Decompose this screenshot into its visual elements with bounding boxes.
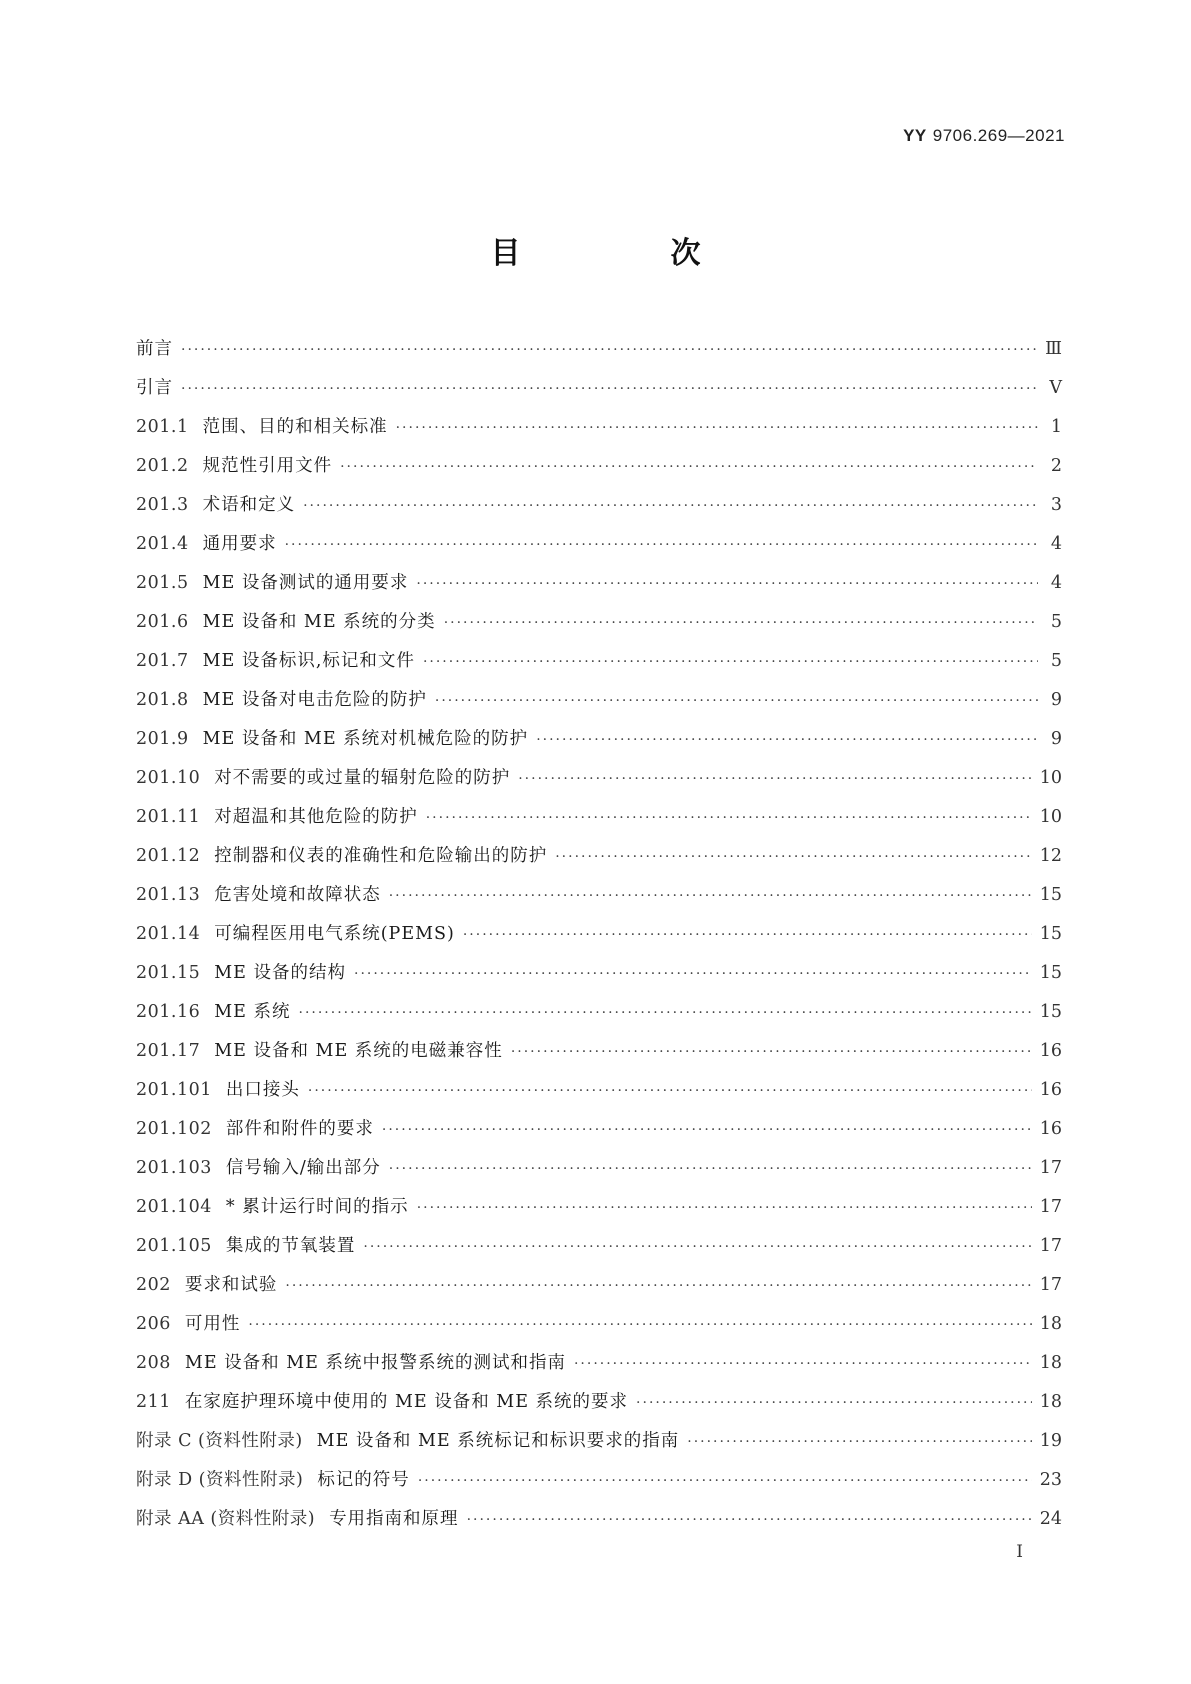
toc-entry-page: 5 [1050, 612, 1062, 632]
toc-entry-number: 201.1 [136, 417, 189, 437]
toc-entry-title: 可用性 [184, 1314, 241, 1334]
dot-leader [467, 1501, 1032, 1540]
dot-leader [285, 1267, 1031, 1306]
toc-entry[interactable] [136, 876, 1062, 915]
toc-entry[interactable] [136, 408, 1062, 447]
dot-leader [574, 1345, 1032, 1384]
dot-leader [340, 448, 1038, 487]
dot-leader [463, 916, 1032, 955]
toc-entry-page: 15 [1039, 885, 1062, 905]
toc-entry[interactable] [136, 1461, 1062, 1500]
dot-leader [536, 721, 1038, 760]
toc-entry[interactable] [136, 369, 1062, 408]
toc-entry-page: 17 [1039, 1275, 1062, 1295]
toc-entry-page: 23 [1039, 1470, 1062, 1490]
toc-entry-number: 201.14 [136, 924, 201, 944]
toc-entry-number: 201.12 [136, 846, 201, 866]
toc-entry-title: ME 设备标识,标记和文件 [202, 651, 415, 671]
toc-entry[interactable] [136, 915, 1062, 954]
toc-entry[interactable] [136, 720, 1062, 759]
dot-leader [444, 604, 1038, 643]
toc-entry-number: 208 [136, 1353, 171, 1373]
toc-entry[interactable] [136, 1032, 1062, 1071]
toc-entry-title: 标记的符号 [317, 1470, 410, 1490]
toc-entry[interactable] [136, 603, 1062, 642]
toc-entry-title: ME 系统 [214, 1002, 291, 1022]
table-of-contents [136, 330, 1062, 1539]
toc-entry-page: 18 [1039, 1314, 1062, 1334]
dot-leader [363, 1228, 1031, 1267]
toc-entry-page: 15 [1039, 963, 1062, 983]
toc-entry-title: 前言 [136, 339, 173, 359]
toc-entry-title: ME 设备和 ME 系统的电磁兼容性 [214, 1041, 503, 1061]
toc-entry[interactable] [136, 1500, 1062, 1539]
dot-leader [181, 331, 1037, 370]
toc-entry[interactable] [136, 1188, 1062, 1227]
toc-entry-page: 4 [1050, 573, 1062, 593]
toc-entry-title: ME 设备对电击危险的防护 [202, 690, 427, 710]
toc-entry[interactable] [136, 1266, 1062, 1305]
toc-entry-page: Ⅴ [1049, 378, 1062, 398]
toc-entry-title: 危害处境和故障状态 [214, 885, 381, 905]
dot-leader [435, 682, 1038, 721]
toc-entry-number: 附录 C (资料性附录) [136, 1431, 303, 1451]
toc-entry-page: 2 [1050, 456, 1062, 476]
toc-entry-number: 201.17 [136, 1041, 201, 1061]
toc-entry[interactable] [136, 1344, 1062, 1383]
toc-entry-number: 201.5 [136, 573, 189, 593]
toc-entry[interactable] [136, 330, 1062, 369]
toc-entry-title: 范围、目的和相关标准 [202, 417, 388, 437]
toc-entry-page: 1 [1050, 417, 1062, 437]
toc-entry-page: 3 [1050, 495, 1062, 515]
dot-leader [181, 370, 1038, 409]
toc-entry[interactable] [136, 759, 1062, 798]
toc-entry-page: 9 [1050, 729, 1062, 749]
toc-entry[interactable] [136, 993, 1062, 1032]
dot-leader [285, 526, 1038, 565]
toc-entry[interactable] [136, 525, 1062, 564]
toc-entry-title: ME 设备的结构 [214, 963, 346, 983]
toc-entry[interactable] [136, 1227, 1062, 1266]
toc-entry[interactable] [136, 1305, 1062, 1344]
toc-entry[interactable] [136, 1149, 1062, 1188]
toc-entry-number: 211 [136, 1392, 171, 1412]
toc-entry-title: 集成的节氧装置 [225, 1236, 356, 1256]
toc-entry-page: 10 [1039, 768, 1062, 788]
toc-entry-title: * 累计运行时间的指示 [225, 1197, 409, 1217]
dot-leader [423, 643, 1038, 682]
toc-entry-number: 202 [136, 1275, 171, 1295]
toc-entry-page: 15 [1039, 924, 1062, 944]
toc-entry-page: 16 [1039, 1080, 1062, 1100]
toc-entry-number: 201.3 [136, 495, 189, 515]
toc-entry-number: 201.6 [136, 612, 189, 632]
dot-leader [389, 1150, 1032, 1189]
toc-entry-page: 10 [1039, 807, 1062, 827]
toc-entry[interactable] [136, 1383, 1062, 1422]
toc-entry-page: 19 [1039, 1431, 1062, 1451]
dot-leader [636, 1384, 1032, 1423]
toc-entry-page: 17 [1039, 1236, 1062, 1256]
toc-entry-number: 201.13 [136, 885, 201, 905]
dot-leader [511, 1033, 1032, 1072]
dot-leader [396, 409, 1038, 448]
standard-number [903, 126, 1065, 146]
toc-entry-title: 术语和定义 [202, 495, 296, 515]
toc-entry-page: 17 [1039, 1197, 1062, 1217]
toc-entry-title: 要求和试验 [184, 1275, 278, 1295]
toc-entry-number: 201.102 [136, 1119, 212, 1139]
toc-entry-title: 在家庭护理环境中使用的 ME 设备和 ME 系统的要求 [184, 1392, 629, 1412]
toc-entry-page: 12 [1039, 846, 1062, 866]
toc-entry-title: 信号输入/输出部分 [225, 1158, 381, 1178]
toc-entry-number: 201.103 [136, 1158, 212, 1178]
toc-entry-page: Ⅲ [1045, 339, 1062, 359]
toc-entry-number: 201.8 [136, 690, 189, 710]
toc-entry-number: 201.101 [136, 1080, 212, 1100]
toc-entry-page: 15 [1039, 1002, 1062, 1022]
toc-entry-number: 附录 D (资料性附录) [136, 1470, 304, 1490]
toc-entry-title: 引言 [136, 378, 173, 398]
toc-entry[interactable] [136, 1422, 1062, 1461]
toc-entry[interactable] [136, 447, 1062, 486]
toc-entry[interactable] [136, 798, 1062, 837]
toc-entry-number: 201.11 [136, 807, 201, 827]
dot-leader [555, 838, 1031, 877]
dot-leader [416, 565, 1038, 604]
toc-entry[interactable] [136, 1071, 1062, 1110]
toc-entry-page: 4 [1050, 534, 1062, 554]
toc-entry-title: 控制器和仪表的准确性和危险输出的防护 [214, 846, 548, 866]
standard-code: 9706.269—2021 [932, 126, 1065, 145]
toc-entry-title: ME 设备和 ME 系统标记和标识要求的指南 [316, 1431, 680, 1451]
toc-entry-page: 18 [1039, 1392, 1062, 1412]
toc-entry-title: 可编程医用电气系统(PEMS) [214, 924, 455, 944]
toc-entry-page: 16 [1039, 1041, 1062, 1061]
toc-entry-title: ME 设备和 ME 系统的分类 [202, 612, 436, 632]
toc-entry[interactable] [136, 642, 1062, 681]
toc-entry-number: 201.15 [136, 963, 201, 983]
toc-entry-number: 201.7 [136, 651, 189, 671]
toc-entry-page: 5 [1050, 651, 1062, 671]
toc-entry-title: 对超温和其他危险的防护 [214, 807, 418, 827]
toc-entry-page: 24 [1039, 1509, 1062, 1529]
toc-entry[interactable] [136, 564, 1062, 603]
toc-entry-page: 18 [1039, 1353, 1062, 1373]
dot-leader [687, 1423, 1031, 1462]
toc-entry-number: 201.10 [136, 768, 201, 788]
toc-entry[interactable] [136, 954, 1062, 993]
toc-entry-page: 9 [1050, 690, 1062, 710]
toc-entry-number: 201.104 [136, 1197, 212, 1217]
dot-leader [308, 1072, 1032, 1111]
toc-entry-number: 201.4 [136, 534, 189, 554]
dot-leader [417, 1189, 1032, 1228]
dot-leader [299, 994, 1032, 1033]
toc-entry-title: ME 设备测试的通用要求 [202, 573, 409, 593]
toc-entry-title: 对不需要的或过量的辐射危险的防护 [214, 768, 511, 788]
toc-entry-title: 专用指南和原理 [329, 1509, 459, 1529]
toc-entry-number: 206 [136, 1314, 171, 1334]
dot-leader [389, 877, 1032, 916]
dot-leader [303, 487, 1038, 526]
dot-leader [418, 1462, 1032, 1501]
toc-entry-title: 通用要求 [202, 534, 277, 554]
toc-entry-title: 规范性引用文件 [202, 456, 333, 476]
page-number: I [1016, 1542, 1023, 1562]
standard-prefix: YY [903, 126, 927, 145]
toc-entry[interactable] [136, 837, 1062, 876]
dot-leader [426, 799, 1032, 838]
toc-entry-number: 附录 AA (资料性附录) [136, 1509, 316, 1529]
toc-entry-number: 201.9 [136, 729, 189, 749]
toc-entry-title: 部件和附件的要求 [225, 1119, 374, 1139]
toc-entry[interactable] [136, 681, 1062, 720]
toc-entry-number: 201.2 [136, 456, 189, 476]
toc-entry[interactable] [136, 1110, 1062, 1149]
toc-entry-title: 出口接头 [225, 1080, 300, 1100]
dot-leader [382, 1111, 1032, 1150]
toc-entry-title: ME 设备和 ME 系统中报警系统的测试和指南 [184, 1353, 566, 1373]
toc-entry-title: ME 设备和 ME 系统对机械危险的防护 [202, 729, 529, 749]
page-title: 目 次 [490, 236, 761, 271]
dot-leader [248, 1306, 1031, 1345]
dot-leader [354, 955, 1032, 994]
toc-entry-number: 201.105 [136, 1236, 212, 1256]
toc-entry[interactable] [136, 486, 1062, 525]
toc-entry-number: 201.16 [136, 1002, 201, 1022]
toc-entry-page: 16 [1039, 1119, 1062, 1139]
dot-leader [518, 760, 1031, 799]
toc-entry-page: 17 [1039, 1158, 1062, 1178]
